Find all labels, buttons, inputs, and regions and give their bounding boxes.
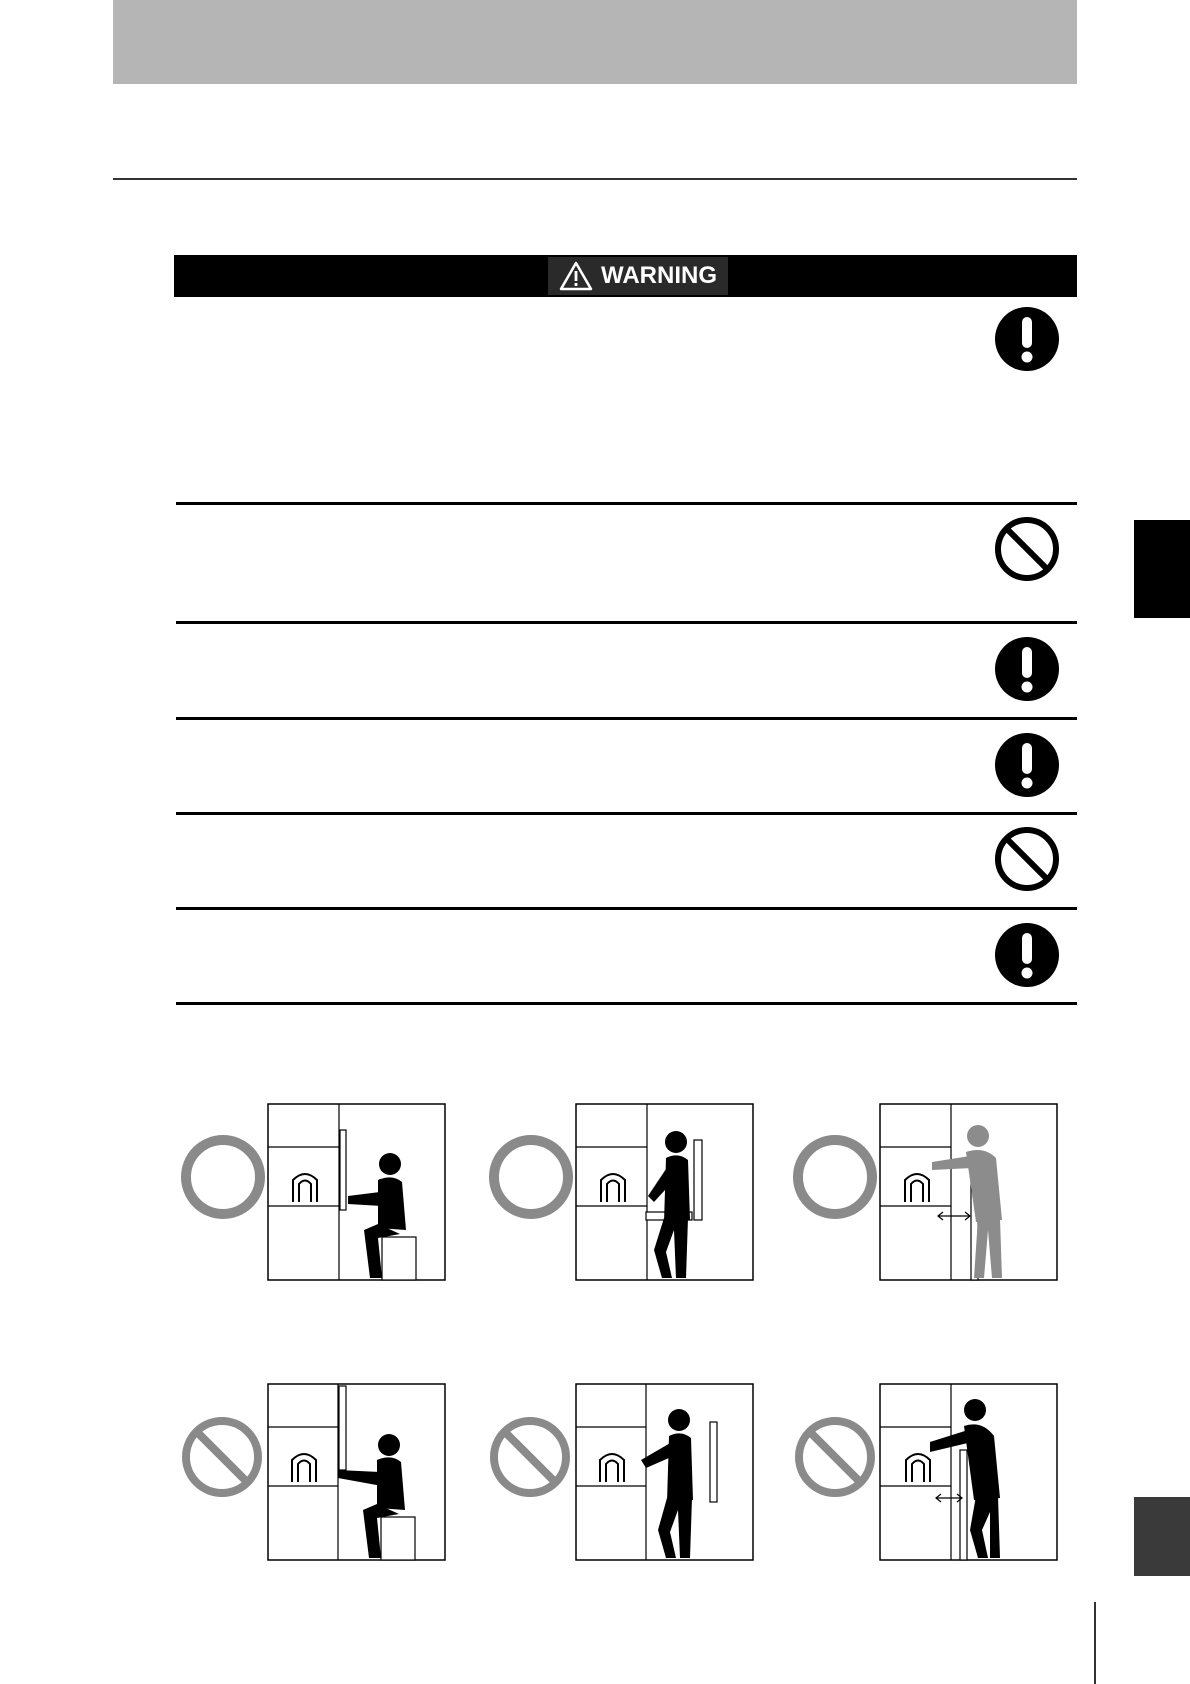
section-title-rule	[113, 178, 1077, 180]
chapter-header-band	[113, 0, 1077, 84]
warning-triangle-icon	[559, 261, 593, 291]
page-number-rule	[1094, 1602, 1096, 1684]
mandatory-icon	[994, 922, 1060, 988]
row-divider	[176, 502, 1077, 505]
correct-seated-illustration	[178, 1100, 448, 1285]
correct-reaching-illustration	[790, 1100, 1060, 1285]
row-divider	[176, 1002, 1077, 1005]
warning-heading	[548, 257, 728, 295]
incorrect-standing-illustration	[486, 1380, 756, 1565]
page-tab	[1134, 1497, 1190, 1576]
ok-circle-icon	[494, 1140, 568, 1214]
correct-standing-illustration	[486, 1100, 756, 1285]
row-divider	[176, 907, 1077, 910]
row-divider	[176, 717, 1077, 720]
mandatory-icon	[994, 732, 1060, 798]
ok-circle-icon	[186, 1140, 260, 1214]
chapter-tab	[1134, 520, 1190, 618]
mandatory-icon	[994, 636, 1060, 702]
incorrect-seated-illustration	[178, 1380, 448, 1565]
row-divider	[176, 621, 1077, 624]
incorrect-reaching-illustration	[790, 1380, 1060, 1565]
mandatory-icon	[994, 306, 1060, 372]
prohibited-icon	[994, 516, 1060, 582]
ok-circle-icon	[798, 1140, 872, 1214]
prohibited-icon	[994, 826, 1060, 892]
row-divider	[176, 812, 1077, 815]
warning-label-text: WARNING	[601, 262, 717, 289]
